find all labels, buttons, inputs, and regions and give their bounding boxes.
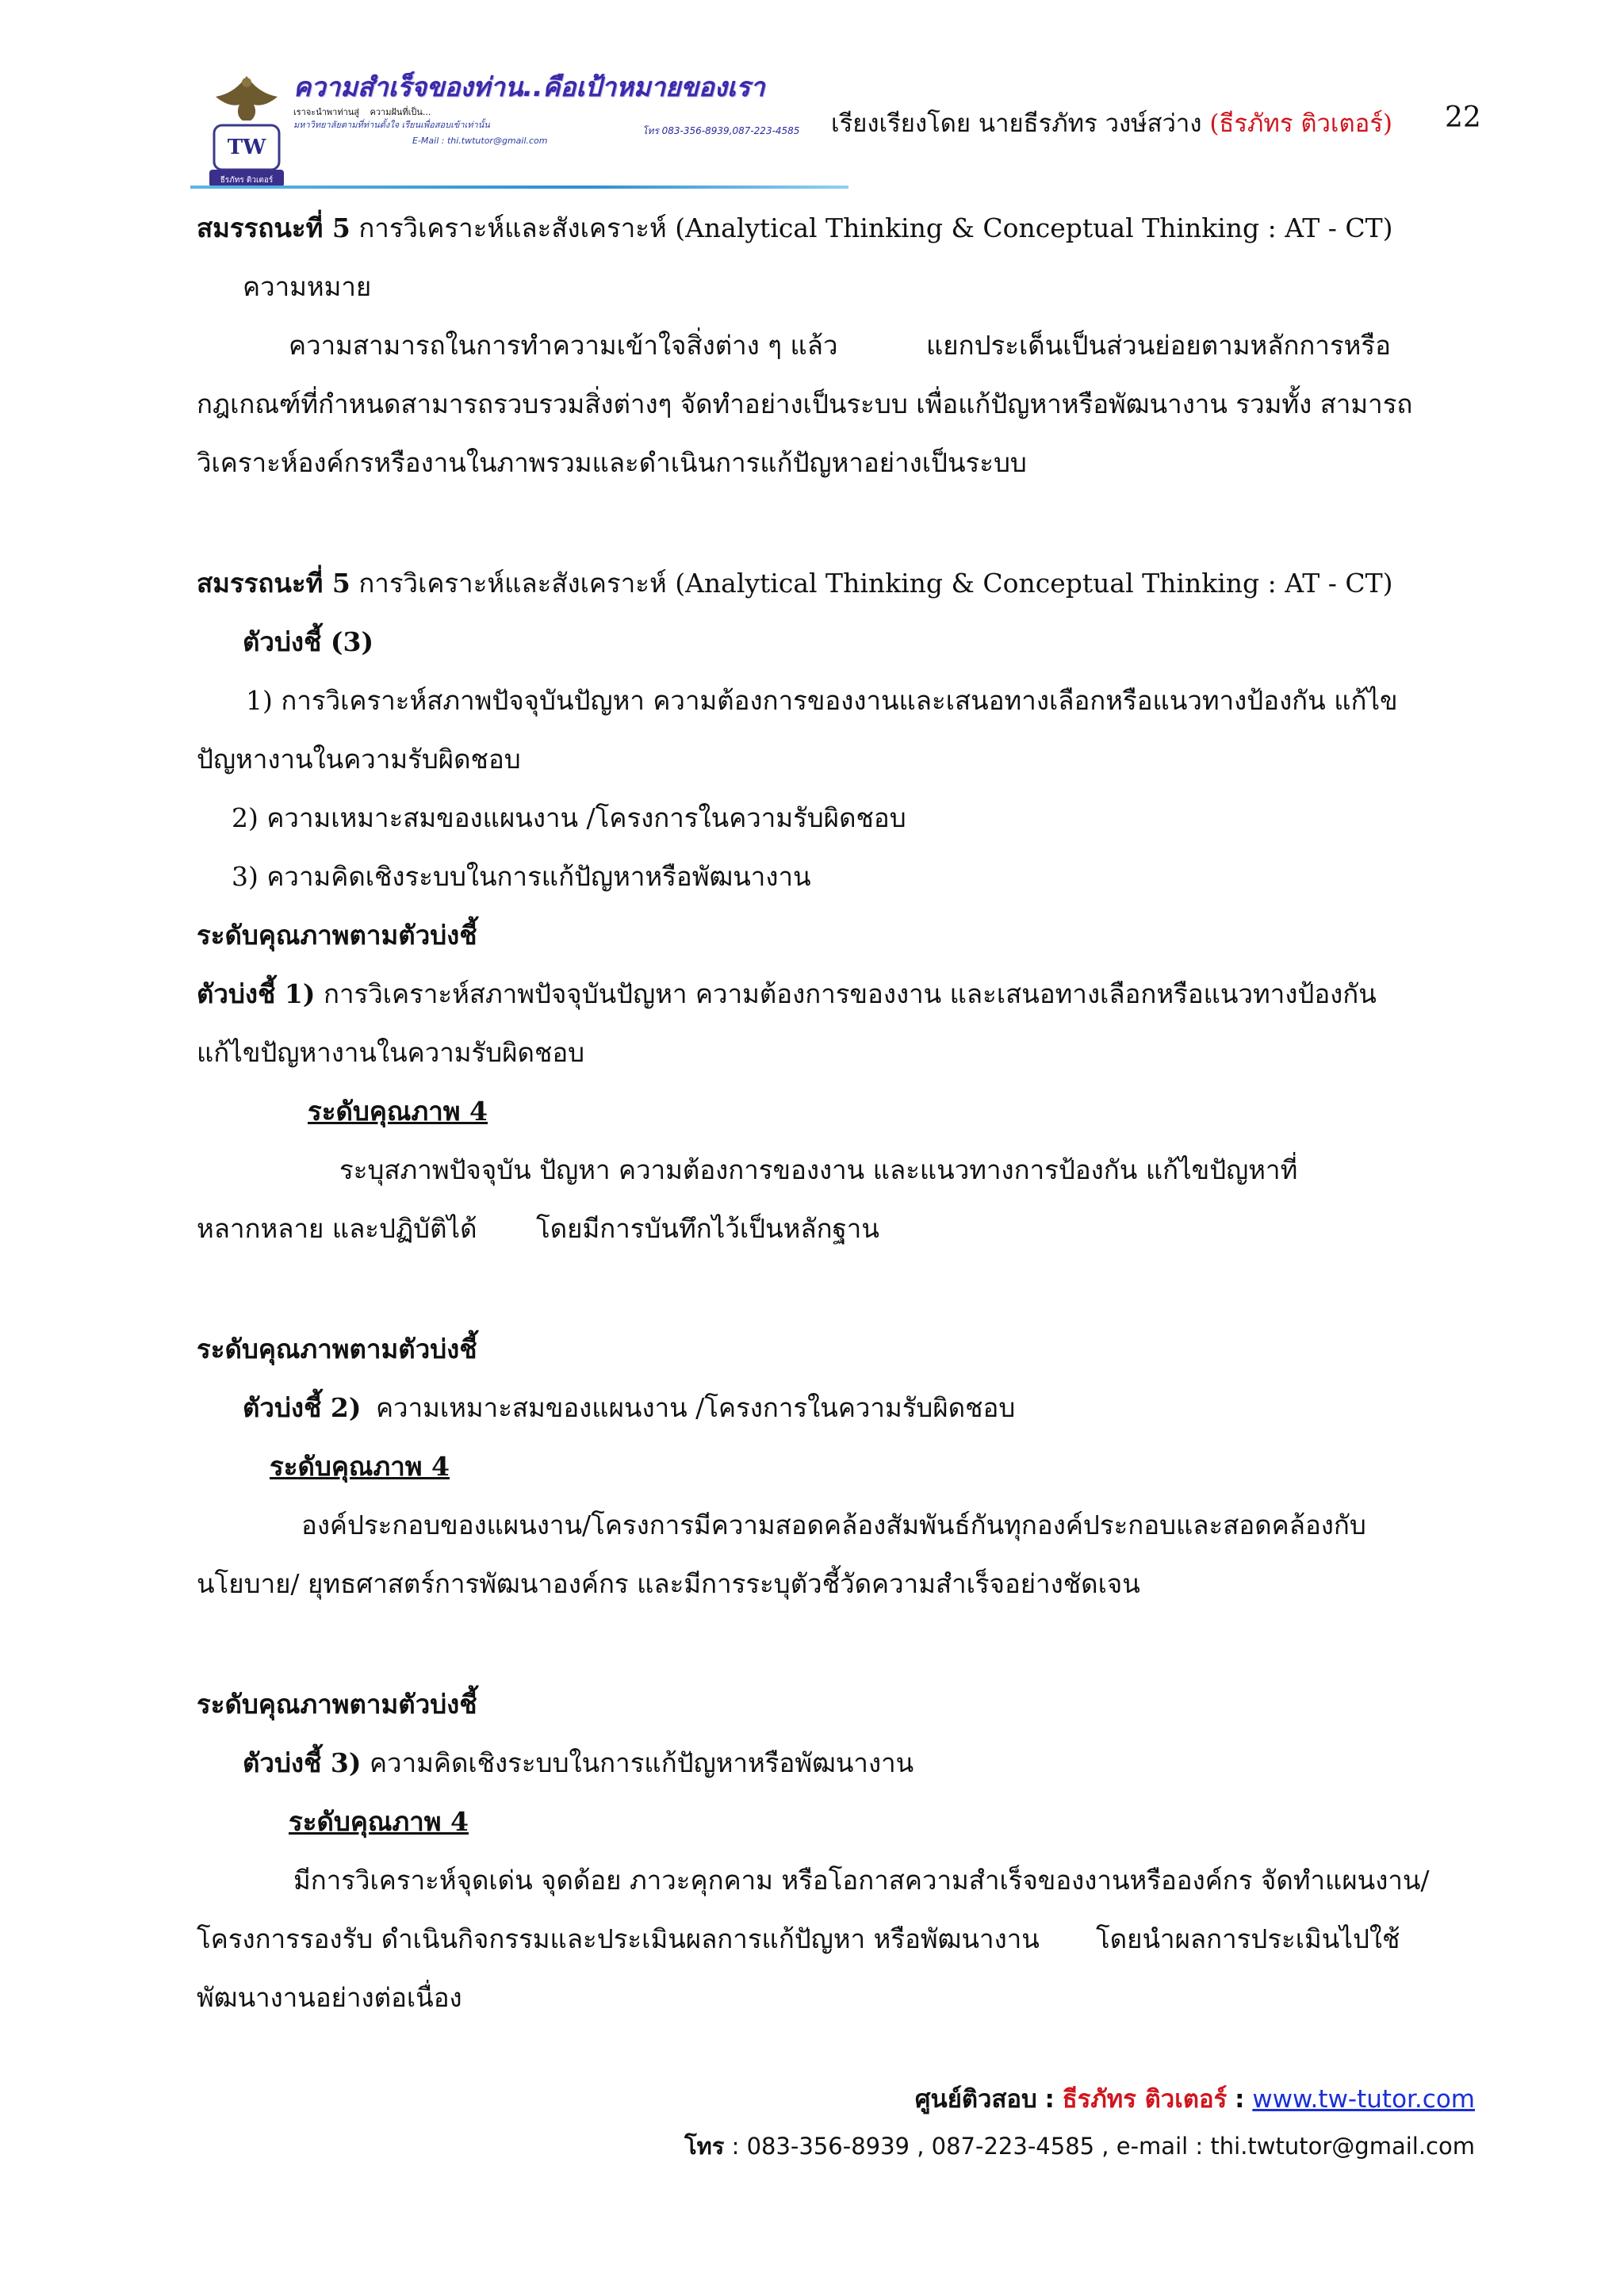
footer-center-line [915, 2079, 1475, 2118]
quality-block-3-desc-3: พัฒนางานอย่างต่อเนื่อง [197, 1982, 462, 2013]
meaning-line-3: วิเคราะห์องค์กรหรืองานในภาพรวมและดำเนินการแก้ปัญหาอย่างเป็นระบบ [197, 447, 1027, 478]
logo-phone: โทร 083-356-8939,087-223-4585 [642, 125, 800, 136]
author-nickname: (ธีรภัทร ติวเตอร์) [1209, 109, 1392, 138]
footer-tutor-name: ธีรภัทร ติวเตอร์ [1062, 2085, 1228, 2114]
logo-subtitle-2: ความฝันที่เป็น... [370, 107, 431, 117]
meaning-label: ความหมาย [243, 271, 372, 302]
header-logo [190, 70, 848, 197]
author-text: เรียงเรียงโดย นายธีรภัทร วงษ์สว่าง [831, 109, 1202, 138]
heading-text: การวิเคราะห์และสังเคราะห์ (Analytical Thinking & Conceptual Thinking : AT - CT) [358, 212, 1393, 243]
meaning-line-2: กฎเกณฑ์ที่กำหนดสามารถรวบรวมสิ่งต่างๆ จัดทำอย่างเป็นระบบ เพื่อแก้ปัญหาหรือพัฒนางาน รวมทั้ง สามารถ [197, 388, 1413, 419]
footer-website-link[interactable]: www.tw-tutor.com [1252, 2085, 1475, 2114]
section1-heading [197, 211, 1393, 246]
quality-block-2-indicator [243, 1391, 1015, 1425]
indicator-item-1-line-1: 1) การวิเคราะห์สภาพปัจจุบันปัญหา ความต้องการของงานและเสนอทางเลือกหรือแนวทางป้องกัน แก้ไข [246, 685, 1398, 716]
logo-mark-text: TW [227, 136, 266, 159]
indicator-item-1-line-2: ปัญหางานในความรับผิดชอบ [197, 744, 521, 775]
quality-block-3-desc-1: มีการวิเคราะห์จุดเด่น จุดด้อย ภาวะคุกคาม หรือโอกาสความสำเร็จของงานหรือองค์กร จัดทำแผนงาน/ [293, 1865, 1430, 1896]
indicator-label: ตัวบ่งชี้ 2) [243, 1392, 362, 1423]
quality-block-1-desc-1: ระบุสภาพปัจจุบัน ปัญหา ความต้องการของงาน และแนวทางการป้องกัน แก้ไขปัญหาที่ [339, 1154, 1298, 1185]
footer-separator-2: : [1235, 2085, 1245, 2114]
footer-contact-label: โทร [684, 2133, 725, 2160]
section2-heading [197, 566, 1393, 601]
heading-text: การวิเคราะห์และสังเคราะห์ (Analytical Thinking & Conceptual Thinking : AT - CT) [358, 568, 1393, 599]
footer-contact-text: : 083-356-8939 , 087-223-4585 , e-mail : thi.twtutor@gmail.com [731, 2133, 1475, 2160]
quality-block-1-desc-2b: โดยมีการบันทึกไว้เป็นหลักฐาน [536, 1213, 879, 1244]
logo-slogan: ความสำเร็จของท่าน..คือเป้าหมายของเรา [293, 71, 765, 102]
quality-block-1-indicator-line-2: แก้ไขปัญหางานในความรับผิดชอบ [197, 1037, 585, 1068]
indicator-text: การวิเคราะห์สภาพปัจจุบันปัญหา ความต้องการของงาน และเสนอทางเลือกหรือแนวทางป้องกัน [323, 978, 1377, 1009]
quality-block-2-desc-1: องค์ประกอบของแผนงาน/โครงการมีความสอดคล้องสัมพันธ์กันทุกองค์ประกอบและสอดคล้องกับ [301, 1510, 1366, 1540]
quality-block-3-indicator [243, 1746, 914, 1781]
indicator-text: ความเหมาะสมของแผนงาน /โครงการในความรับผิดชอบ [375, 1392, 1016, 1423]
eagle-emblem-icon [208, 70, 285, 189]
quality-block-3-desc-2a: โครงการรองรับ ดำเนินกิจกรรมและประเมินผลการแก้ปัญหา หรือพัฒนางาน [197, 1923, 1040, 1954]
logo-email: E-Mail : thi.twtutor@gmail.com [412, 136, 548, 146]
quality-block-1-indicator [197, 977, 1377, 1012]
indicator-label: ตัวบ่งชี้ 3) [243, 1747, 362, 1778]
quality-block-1-title: ระดับคุณภาพตามตัวบ่งชี้ [197, 920, 477, 951]
header-divider [190, 186, 848, 189]
indicator-heading: ตัวบ่งชี้ (3) [243, 626, 374, 657]
heading-bold: สมรรถนะที่ 5 [197, 212, 350, 243]
indicator-item-2: 2) ความเหมาะสมของแผนงาน /โครงการในความรับผิดชอบ [232, 802, 906, 833]
quality-block-1-desc-2a: หลากหลาย และปฏิบัติได้ [197, 1213, 477, 1244]
indicator-label: ตัวบ่งชี้ 1) [197, 978, 316, 1009]
logo-ribbon-text: ธีรภัทร ติวเตอร์ [220, 176, 274, 185]
quality-block-3-desc-2b: โดยนำผลการประเมินไปใช้ [1096, 1923, 1400, 1954]
meaning-line-1a: ความสามารถในการทำความเข้าใจสิ่งต่าง ๆ แล้ว [289, 330, 838, 361]
indicator-text: ความคิดเชิงระบบในการแก้ปัญหาหรือพัฒนางาน [369, 1747, 914, 1778]
quality-block-3-level: ระดับคุณภาพ 4 [289, 1806, 469, 1837]
quality-block-2-title: ระดับคุณภาพตามตัวบ่งชี้ [197, 1334, 477, 1364]
indicator-item-3: 3) ความคิดเชิงระบบในการแก้ปัญหาหรือพัฒนางาน [232, 861, 811, 892]
footer-separator-1: : [1044, 2085, 1055, 2114]
meaning-line-1b: แยกประเด็นเป็นส่วนย่อยตามหลักการหรือ [926, 330, 1391, 361]
quality-block-3-title: ระดับคุณภาพตามตัวบ่งชี้ [197, 1689, 477, 1720]
quality-block-1-level: ระดับคุณภาพ 4 [308, 1096, 488, 1127]
logo-subtitle-3: มหาวิทยาลัยตามที่ท่านตั้งใจ เรียนเพื่อสอบเข้าเท่านั้น [293, 120, 490, 130]
page-number: 22 [1445, 101, 1481, 134]
quality-block-2-level: ระดับคุณภาพ 4 [270, 1451, 450, 1482]
footer-center-label: ศูนย์ติวสอบ [914, 2085, 1037, 2114]
logo-subtitle-1: เราจะนำพาท่านสู่ [293, 107, 359, 117]
author-byline [831, 103, 1392, 143]
heading-bold: สมรรถนะที่ 5 [197, 568, 350, 599]
footer-contact-line [684, 2128, 1475, 2164]
quality-block-2-desc-2: นโยบาย/ ยุทธศาสตร์การพัฒนาองค์กร และมีการระบุตัวชี้วัดความสำเร็จอย่างชัดเจน [197, 1568, 1140, 1599]
